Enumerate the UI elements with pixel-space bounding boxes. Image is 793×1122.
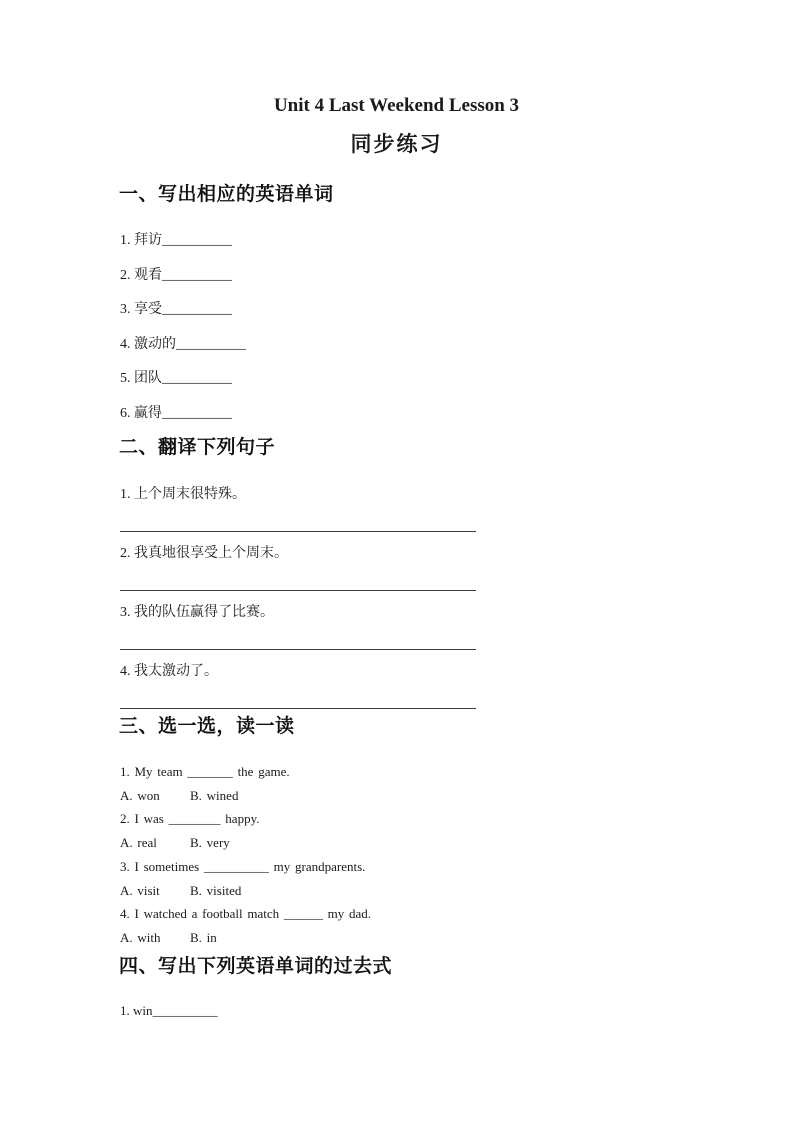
options-row [120, 784, 371, 808]
word-item: 6. 赢得__________ [120, 405, 232, 421]
word-item: 5. 团队__________ [120, 371, 232, 386]
page-subtitle: 同步练习 [350, 133, 443, 156]
word-item: 1. 拜访__________ [120, 233, 232, 248]
sentence-item: 2. 我真地很享受上个周末。 [120, 546, 288, 561]
option-b: B. very [190, 835, 230, 851]
word-item: 2. 观看__________ [120, 267, 232, 283]
sentence-item: 4. 我太激动了。 [120, 664, 218, 679]
section-1-heading: 一、写出相应的英语单词 [119, 184, 334, 205]
section-1-word-list [120, 233, 246, 440]
answer-line [120, 590, 476, 591]
section-2-translation-list [120, 487, 476, 723]
option-a: A. with [120, 929, 161, 945]
option-a: A. visit [120, 882, 160, 898]
answer-line [120, 708, 476, 709]
sentence-item: 1. 上个周末很特殊。 [120, 487, 246, 502]
section-2-heading: 二、翻译下列句子 [119, 437, 276, 458]
option-b: B. in [190, 929, 217, 945]
options-row [120, 831, 371, 855]
question-item: 1. My team _______ the game. [120, 764, 290, 779]
question-item: 2. I was ________ happy. [120, 811, 260, 827]
options-row [120, 879, 371, 903]
section-4-heading: 四、写出下列英语单词的过去式 [119, 956, 393, 977]
question-item: 3. I sometimes __________ my grandparents. [120, 858, 366, 874]
answer-line [120, 531, 476, 532]
option-a: A. won [120, 787, 160, 803]
option-a: A. real [120, 835, 157, 851]
option-b: B. visited [190, 882, 242, 898]
word-item: 1. win__________ [120, 1003, 218, 1018]
word-item: 3. 享受__________ [120, 302, 232, 317]
section-3-heading: 三、选一选，读一读 [119, 716, 295, 737]
option-b: B. wined [190, 787, 239, 803]
question-item: 4. I watched a football match ______ my dad. [120, 906, 371, 922]
answer-line [120, 649, 476, 650]
options-row [120, 926, 371, 950]
word-item: 4. 激动的__________ [120, 336, 246, 352]
page-title: Unit 4 Last Weekend Lesson 3 [273, 95, 520, 116]
sentence-item: 3. 我的队伍赢得了比赛。 [120, 605, 274, 620]
section-3-choice-list [120, 760, 371, 950]
section-4-past-tense-list [120, 1003, 218, 1019]
